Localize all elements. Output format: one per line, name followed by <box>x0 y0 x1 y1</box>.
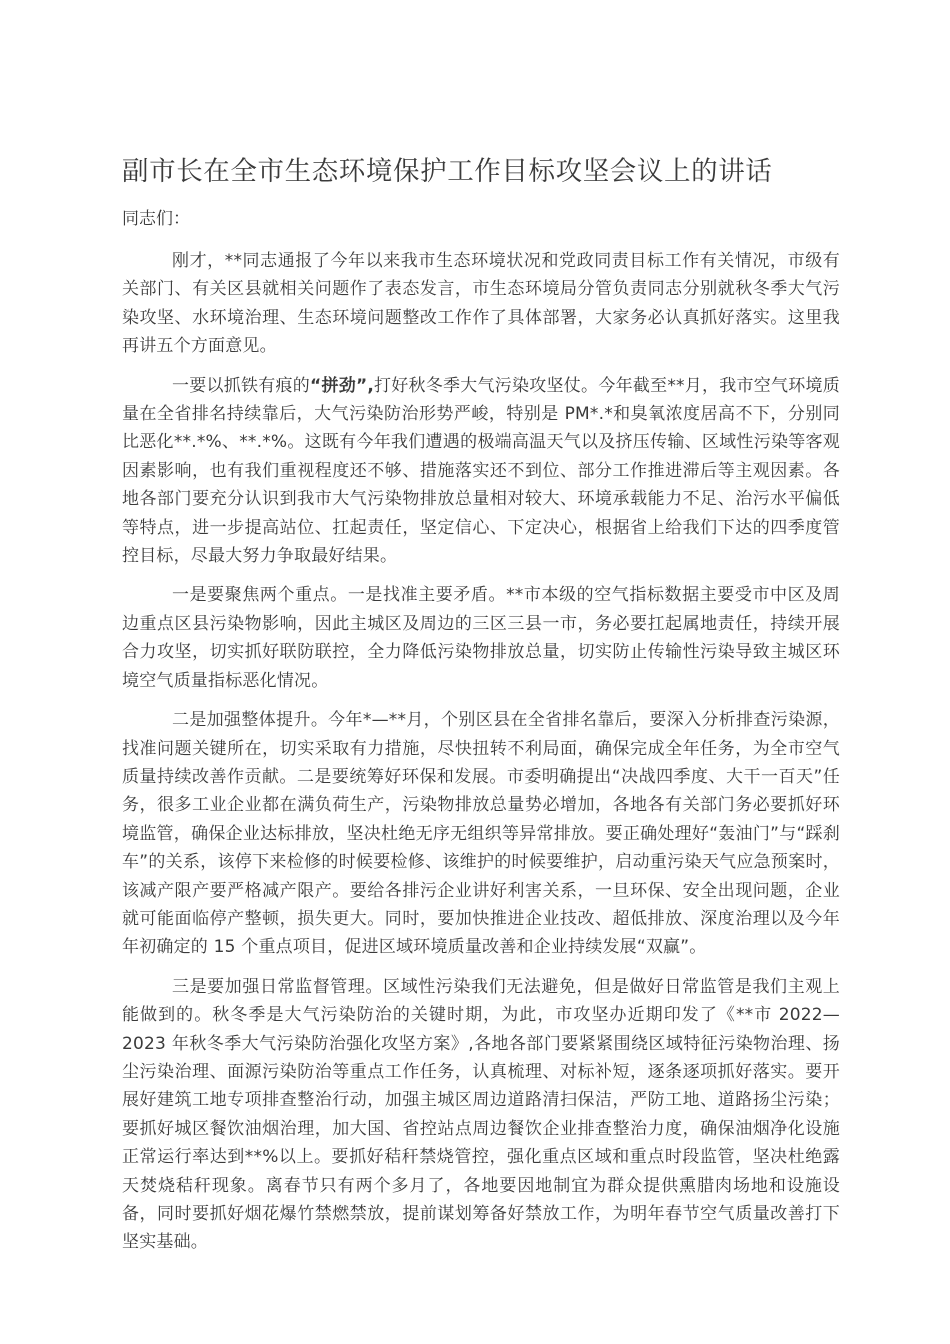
document-page <box>122 150 840 1257</box>
paragraph-text: 区域性污染我们无法避免，但是做好日常监管是我们主观上能做到的。秋冬季是大气污染防治的关键时期，为此，市攻坚办近期印发了《**市 2022—2023 年秋冬季大气污染防治强化攻坚方案》,各地各部门要紧紧围绕区域特征污染物治理、扬尘污染治理、面源污染防治等重点工作任务，认真梳理、对标补短，逐条逐项抓好落实。要开展好建筑工地专项排查整治行动，加强主城区周边道路清扫保洁，严防工地、道路扬尘污染；要抓好城区餐饮油烟治理，加大国、省控站点周边餐饮企业排查整治力度，确保油烟净化设施正常运行率达到**%以上。要抓好秸秆禁烧管控，强化重点区域和重点时段监管，坚决杜绝露天焚烧秸秆现象。离春节只有两个多月了，各地要因地制宜为群众提供熏腊肉场地和设施设备，同时要抓好烟花爆竹禁燃禁放，提前谋划筹备好禁放工作，为明年春节空气质量改善打下坚实基础。 <box>122 976 841 1253</box>
paragraph-lead: 三是要加强日常监督管理。 <box>172 976 384 997</box>
paragraph-lead: 一是要聚焦两个重点。 <box>172 585 348 606</box>
paragraph-lead: 二是加强整体提升。 <box>172 710 329 731</box>
paragraph-text: 今年截至**月，我市空气环境质量在全省排名持续靠后，大气污染防治形势严峻，特别是 PM*.*和臭氧浓度居高不下，分别同比恶化**.*%、**.*%。这既有今年我们遭遇的极端高温天气以及挤压传输、区域性污染等客观因素影响，也有我们重视程度还不够、措施落实还不到位、部分工作推进滞后等主观因素。各地各部门要充分认识到我市大气污染物排放总量相对较大、环境承载能力不足、治污水平偏低等特点，进一步提高站位、扛起责任，坚定信心、下定决心，根据省上给我们下达的四季度管控目标，尽最大努力争取最好结果。 <box>122 375 840 567</box>
paragraph-lead: 打好秋冬季大气污染攻坚仗。 <box>373 375 599 396</box>
paragraph-text: 今年*—**月，个别区县在全省排名靠后，要深入分析排查污染源，找准问题关键所在，切实采取有力措施，尽快扭转不利局面，确保完成全年任务，为全市空气质量持续改善作贡献。二是要统筹好环保和发展。市委明确提出“决战四季度、大干一百天”任务，很多工业企业都在满负荷生产，污染物排放总量势必增加，各地各有关部门务必要抓好环境监管，确保企业达标排放，坚决杜绝无序无组织等异常排放。要正确处理好“轰油门”与“踩刹车”的关系，该停下来检修的时候要检修、该维护的时候要维护，启动重污染天气应急预案时，该减产限产要严格减产限产。要给各排污企业讲好利害关系，一旦环保、安全出现问题，企业就可能面临停产整顿，损失更大。同时，要加快推进企业技改、超低排放、深度治理以及今年年初确定的 15 个重点项目，促进区域环境质量改善和企业持续发展“双赢”。 <box>122 710 840 958</box>
paragraph-daily-supervision <box>122 973 840 1257</box>
paragraph-lead-emphasis: “拼劲”, <box>310 375 374 396</box>
paragraph-text: 一是找准主要矛盾。**市本级的空气指标数据主要受市中区及周边重点区县污染物影响，因此主城区及周边的三区三县一市，务必要扛起属地责任，持续开展合力攻坚，切实抓好联防联控，全力降低污染物排放总量，切实防止传输性污染导致主城区环境空气质量指标恶化情况。 <box>122 585 840 691</box>
paragraph-intro <box>122 247 840 361</box>
document-title: 副市长在全市生态环境保护工作目标攻坚会议上的讲话 <box>122 156 773 187</box>
salutation: 同志们： <box>122 209 190 229</box>
paragraph-overall-improvement <box>122 706 840 962</box>
paragraph-focus-two-points <box>122 581 840 695</box>
paragraph-lead: 一要以抓铁有痕的 <box>172 375 311 396</box>
paragraph-text: 刚才，**同志通报了今年以来我市生态环境状况和党政同责目标工作有关情况，市级有关部门、有关区县就相关问题作了表态发言，市生态环境局分管负责同志分别就秋冬季大气污染攻坚、水环境治理、生态环境问题整改工作作了具体部署，大家务必认真抓好落实。这里我再讲五个方面意见。 <box>122 251 840 357</box>
paragraph-point-one <box>122 372 840 571</box>
